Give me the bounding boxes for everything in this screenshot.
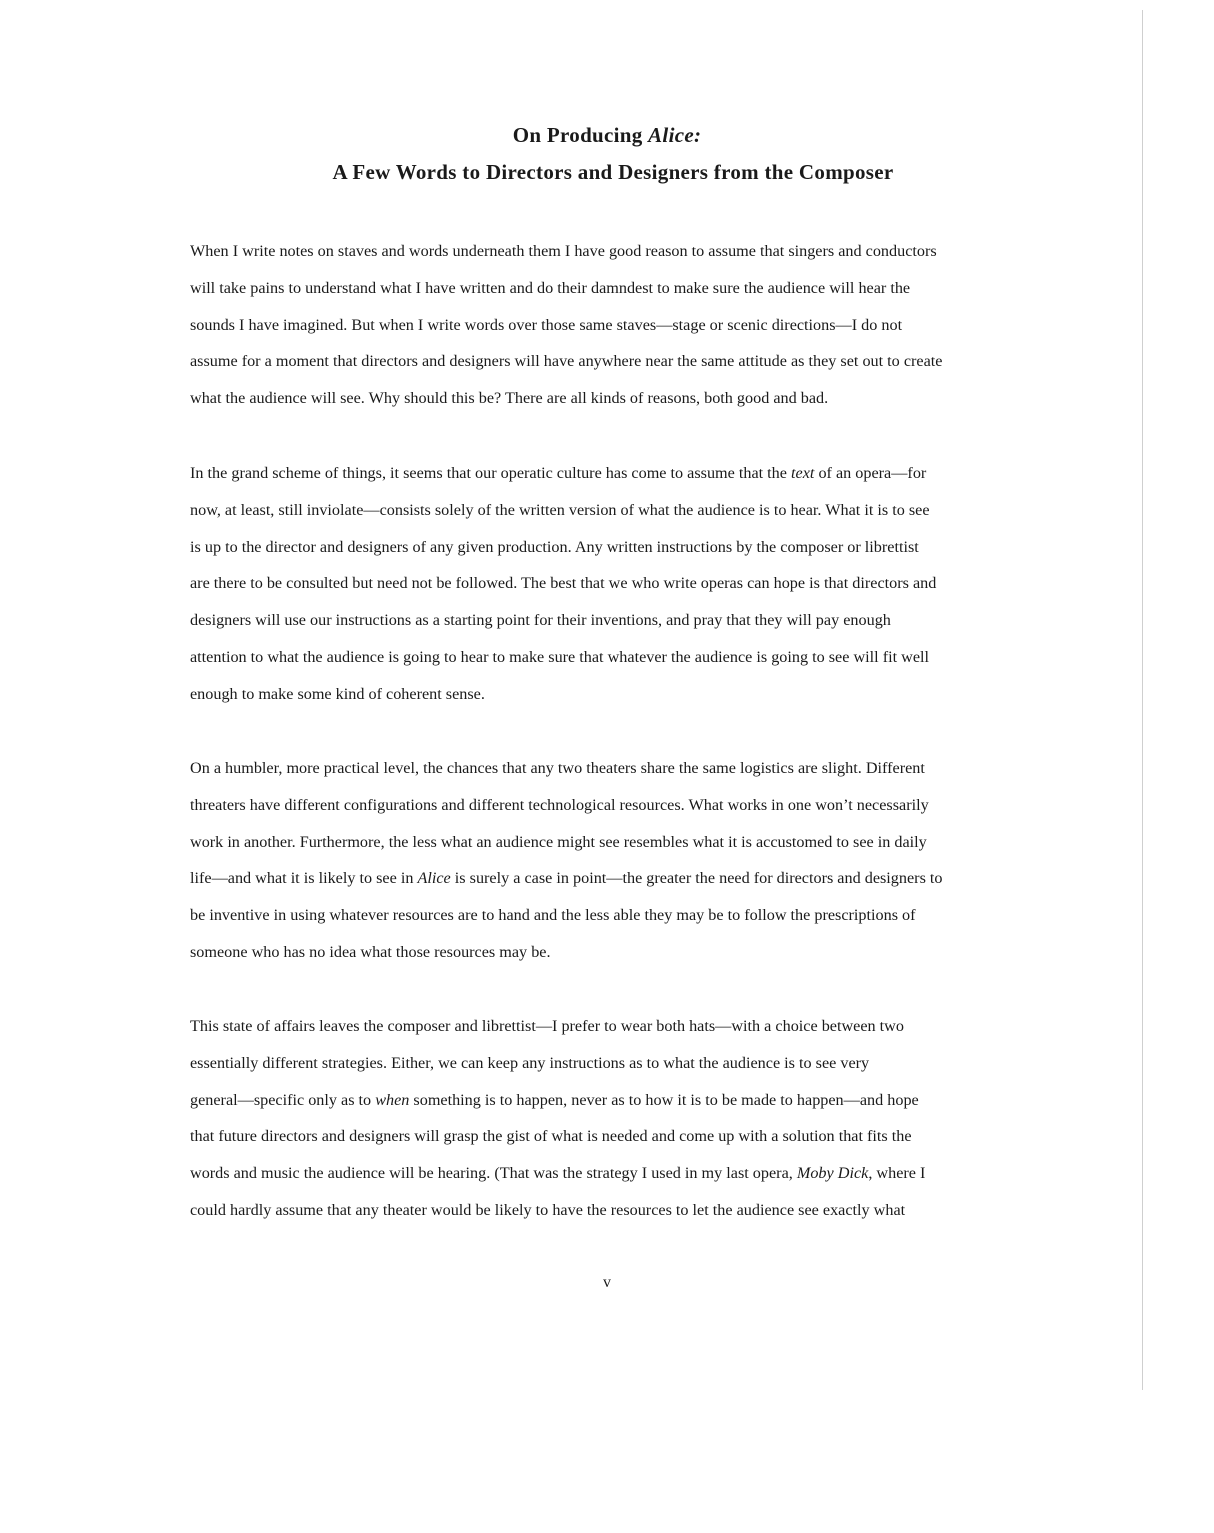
text-line [190,233,1020,270]
text-segment: be inventive in using whatever resources are to hand and the less able they may be to follow the prescriptions of [190,906,916,925]
text-line [190,639,1020,676]
text-line [190,270,1020,307]
text-line [190,529,1020,566]
text-segment: When I write notes on staves and words underneath them I have good reason to assume that singers and conductors [190,242,937,260]
text-segment: This state of affairs leaves the composer and librettist—I prefer to wear both hats—with a choice between two [190,1017,904,1035]
text-line [190,824,1020,861]
text-line [190,934,1020,971]
text-segment: assume for a moment that directors and designers will have anywhere near the same attitude as they set out to create [190,352,943,371]
text-line [190,750,1020,787]
text-segment: words and music the audience will be hearing. (That was the strategy I used in my last opera, [190,1164,797,1183]
text-line [190,565,1020,602]
text-line [190,1118,1020,1155]
document-subtitle: A Few Words to Directors and Designers from the Composer [332,160,894,184]
text-line [190,676,1020,713]
text-line [190,455,1020,492]
text-segment: , where I [868,1164,926,1183]
text-line [190,1155,1020,1192]
document-title [0,123,1214,148]
scan-edge-line [1142,10,1143,1390]
text-line [190,787,1020,824]
paragraph-4 [190,1008,1020,1229]
text-segment: something is to happen, never as to how it is to be made to happen—and hope [409,1090,919,1109]
italic-text: Moby Dick [796,1164,869,1183]
text-line [190,897,1020,934]
text-line [190,492,1020,529]
text-segment: threaters have different configurations and different technological resources. What works in one won’t necessarily [190,795,929,814]
text-segment: work in another. Furthermore, the less what an audience might see resembles what it is accustomed to see in daily [190,832,927,851]
text-line [190,307,1020,344]
text-segment: someone who has no idea what those resources may be. [190,942,551,961]
text-line [190,343,1020,380]
text-line [190,1082,1020,1119]
title-prefix: On Producing [512,123,649,147]
text-segment: that future directors and designers will grasp the gist of what is needed and come up with a solution that fits the [190,1127,912,1146]
paragraph-2 [190,455,1020,713]
paragraph-1 [190,233,1020,417]
text-segment: could hardly assume that any theater would be likely to have the resources to let the audience see exactly what [190,1200,906,1219]
text-segment: general—specific only as to [190,1090,376,1109]
text-line [190,1045,1020,1082]
text-segment: attention to what the audience is going to hear to make sure that whatever the audience is going to see will fit well [190,647,930,666]
text-segment: life—and what it is likely to see in [190,869,418,888]
text-line [190,1008,1020,1045]
text-segment: of an opera—for [814,464,927,482]
text-segment: will take pains to understand what I have written and do their damndest to make sure the audience will hear the [190,278,911,297]
text-segment: is surely a case in point—the greater the need for directors and designers to [450,869,943,888]
text-segment: are there to be consulted but need not be followed. The best that we who write operas can hope is that directors and [190,574,937,593]
text-segment: sounds I have imagined. But when I write words over those same staves—stage or scenic directions—I do not [190,315,903,334]
title-italic-alice: Alice: [648,123,702,147]
text-segment: On a humbler, more practical level, the chances that any two theaters share the same logistics are slight. Different [190,759,925,777]
paragraph-3 [190,750,1020,971]
text-segment: enough to make some kind of coherent sense. [190,684,485,703]
italic-text: when [375,1090,410,1109]
italic-text: Alice [417,869,451,888]
text-line [190,380,1020,417]
text-line [190,860,1020,897]
text-segment: what the audience will see. Why should this be? There are all kinds of reasons, both good and bad. [190,389,829,408]
text-segment: essentially different strategies. Either, we can keep any instructions as to what the audience is to see very [190,1053,870,1072]
text-segment: designers will use our instructions as a starting point for their inventions, and pray that they will pay enough [190,611,891,630]
text-segment: is up to the director and designers of any given production. Any written instructions by the composer or librettist [190,537,919,556]
italic-text: text [791,464,815,482]
text-line [190,1192,1020,1229]
text-segment: now, at least, still inviolate—consists solely of the written version of what the audience is to hear. What it is to see [190,500,930,519]
text-segment: In the grand scheme of things, it seems that our operatic culture has come to assume that the [190,464,792,482]
text-line [190,602,1020,639]
page-number: v [603,1274,611,1291]
